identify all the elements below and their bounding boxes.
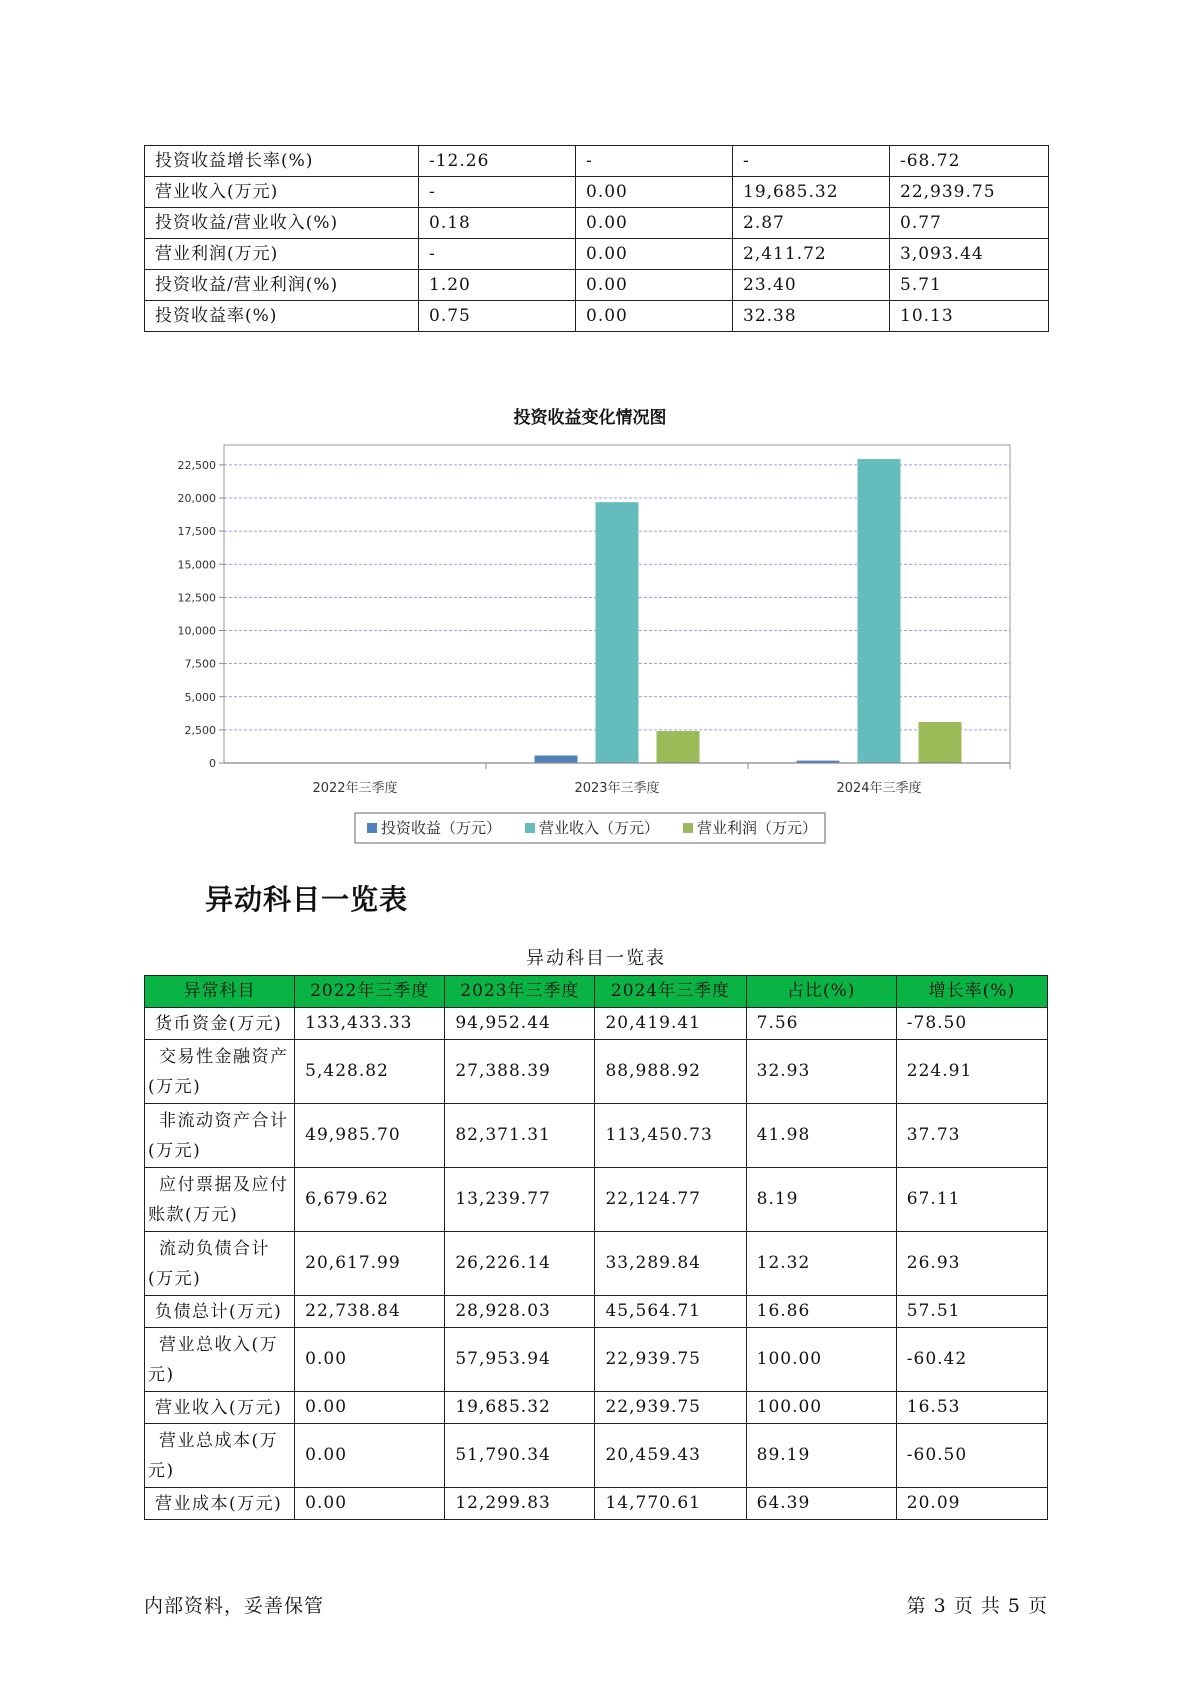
y-tick-label: 7,500	[184, 657, 216, 671]
row-label: 应付票据及应付账款(万元)	[145, 1168, 295, 1232]
table-cell: 12,299.83	[445, 1488, 595, 1520]
y-tick-label: 0	[209, 757, 216, 770]
table-cell: 89.19	[746, 1424, 896, 1488]
table-cell: 37.73	[896, 1104, 1047, 1168]
x-tick-label: 2024年三季度	[836, 781, 922, 796]
table-cell: 57,953.94	[445, 1328, 595, 1392]
table-cell: 22,939.75	[595, 1392, 746, 1424]
table-row	[145, 208, 1049, 239]
column-header: 增长率(%)	[896, 976, 1047, 1008]
row-label: 负债总计(万元)	[145, 1296, 295, 1328]
bar	[535, 756, 578, 763]
table-cell: 0.18	[419, 208, 576, 239]
table-cell: -	[419, 239, 576, 270]
bar	[657, 731, 700, 763]
table-cell: 32.93	[746, 1040, 896, 1104]
row-label: 投资收益增长率(%)	[145, 146, 419, 177]
investment-metrics-table	[144, 145, 1049, 332]
table-cell: 14,770.61	[595, 1488, 746, 1520]
table-cell: 20,617.99	[295, 1232, 445, 1296]
y-tick-label: 20,000	[177, 492, 216, 505]
table-cell: 32.38	[733, 301, 890, 332]
table-cell: 224.91	[896, 1040, 1047, 1104]
y-tick-label: 5,000	[184, 690, 216, 704]
table-cell: 0.00	[576, 270, 733, 301]
table-cell: 133,433.33	[295, 1008, 445, 1040]
row-label: 投资收益率(%)	[145, 301, 419, 332]
table-cell: 0.00	[295, 1328, 445, 1392]
table-cell: 100.00	[746, 1328, 896, 1392]
footer-confidential-note: 内部资料，妥善保管	[144, 1595, 325, 1617]
table-row	[145, 177, 1049, 208]
table-cell: 0.00	[295, 1488, 445, 1520]
table-row	[145, 1008, 1048, 1040]
table-cell: 67.11	[896, 1168, 1047, 1232]
table-cell: 19,685.32	[445, 1392, 595, 1424]
y-tick-label: 15,000	[177, 558, 216, 572]
legend-swatch	[683, 823, 693, 833]
table-cell: 12.32	[746, 1232, 896, 1296]
table-cell: 51,790.34	[445, 1424, 595, 1488]
row-label: 营业总成本(万元)	[145, 1424, 295, 1488]
row-label: 非流动资产合计(万元)	[145, 1104, 295, 1168]
table-cell: 22,939.75	[595, 1328, 746, 1392]
row-label: 营业收入(万元)	[145, 1392, 295, 1424]
table-cell: 0.00	[295, 1392, 445, 1424]
table-row	[145, 1104, 1048, 1168]
table-cell: 22,738.84	[295, 1296, 445, 1328]
table-cell: 45,564.71	[595, 1296, 746, 1328]
table-cell: 100.00	[746, 1392, 896, 1424]
chart-canvas	[150, 395, 1030, 850]
table-cell: 8.19	[746, 1168, 896, 1232]
table-cell: 5.71	[890, 270, 1049, 301]
table-cell: 22,939.75	[890, 177, 1049, 208]
table-cell: 33,289.84	[595, 1232, 746, 1296]
table-row	[145, 146, 1049, 177]
x-tick-label: 2022年三季度	[312, 781, 398, 796]
table-cell: 26,226.14	[445, 1232, 595, 1296]
table-cell: 0.00	[576, 301, 733, 332]
section-heading: 异动科目一览表	[205, 883, 409, 916]
y-tick-label: 22,500	[177, 458, 216, 472]
row-label: 营业总收入(万元)	[145, 1328, 295, 1392]
legend-label: 营业收入（万元）	[539, 819, 660, 837]
investment-income-chart	[150, 395, 1030, 850]
y-tick-label: 10,000	[177, 624, 216, 638]
row-label: 货币资金(万元)	[145, 1008, 295, 1040]
table-cell: 16.86	[746, 1296, 896, 1328]
legend-swatch	[367, 823, 377, 833]
table-cell: 0.00	[576, 239, 733, 270]
x-tick-label: 2023年三季度	[574, 781, 660, 796]
bar	[858, 459, 901, 763]
table-row	[145, 1296, 1048, 1328]
table-cell: -68.72	[890, 146, 1049, 177]
table-cell: 28,928.03	[445, 1296, 595, 1328]
row-label: 投资收益/营业利润(%)	[145, 270, 419, 301]
table-row	[145, 1232, 1048, 1296]
row-label: 流动负债合计(万元)	[145, 1232, 295, 1296]
table-cell: 0.77	[890, 208, 1049, 239]
table-cell: 20,459.43	[595, 1424, 746, 1488]
row-label: 营业成本(万元)	[145, 1488, 295, 1520]
table-cell: 82,371.31	[445, 1104, 595, 1168]
table-cell: 16.53	[896, 1392, 1047, 1424]
table-cell: 13,239.77	[445, 1168, 595, 1232]
table-cell: 6,679.62	[295, 1168, 445, 1232]
column-header: 2024年三季度	[595, 976, 746, 1008]
footer-page-number: 第 3 页 共 5 页	[906, 1595, 1048, 1617]
table-cell: -60.50	[896, 1424, 1047, 1488]
table-cell: 23.40	[733, 270, 890, 301]
table-cell: 88,988.92	[595, 1040, 746, 1104]
table-cell: 94,952.44	[445, 1008, 595, 1040]
table-cell: -12.26	[419, 146, 576, 177]
table-cell: 1.20	[419, 270, 576, 301]
table-cell: 64.39	[746, 1488, 896, 1520]
row-label: 投资收益/营业收入(%)	[145, 208, 419, 239]
y-tick-label: 2,500	[184, 723, 216, 737]
table-cell: 26.93	[896, 1232, 1047, 1296]
table-row	[145, 1168, 1048, 1232]
table-cell: 0.75	[419, 301, 576, 332]
table-cell: 0.00	[295, 1424, 445, 1488]
table-cell: 2,411.72	[733, 239, 890, 270]
table-cell: 2.87	[733, 208, 890, 239]
table-cell: 0.00	[576, 177, 733, 208]
legend-swatch	[525, 823, 535, 833]
legend-label: 投资收益（万元）	[381, 819, 502, 837]
y-tick-label: 12,500	[177, 591, 216, 605]
table-cell: 19,685.32	[733, 177, 890, 208]
table-cell: 27,388.39	[445, 1040, 595, 1104]
table-row	[145, 1392, 1048, 1424]
bar	[919, 722, 962, 763]
table-cell: 113,450.73	[595, 1104, 746, 1168]
bar	[596, 502, 639, 763]
table-cell: -	[419, 177, 576, 208]
table-row	[145, 1328, 1048, 1392]
table-cell: 20.09	[896, 1488, 1047, 1520]
table-cell: 0.00	[576, 208, 733, 239]
row-label: 交易性金融资产(万元)	[145, 1040, 295, 1104]
y-tick-label: 17,500	[177, 525, 216, 539]
table-cell: 49,985.70	[295, 1104, 445, 1168]
table-cell: 22,124.77	[595, 1168, 746, 1232]
table-cell: -	[576, 146, 733, 177]
table-cell: 3,093.44	[890, 239, 1049, 270]
table-row	[145, 1040, 1048, 1104]
column-header: 2023年三季度	[445, 976, 595, 1008]
table-row	[145, 1488, 1048, 1520]
row-label: 营业利润(万元)	[145, 239, 419, 270]
legend-label: 营业利润（万元）	[697, 819, 818, 837]
table-cell: -60.42	[896, 1328, 1047, 1392]
table-row	[145, 239, 1049, 270]
table-row	[145, 301, 1049, 332]
table-cell: -78.50	[896, 1008, 1047, 1040]
row-label: 营业收入(万元)	[145, 177, 419, 208]
table-cell: -	[733, 146, 890, 177]
table-cell: 10.13	[890, 301, 1049, 332]
table-cell: 5,428.82	[295, 1040, 445, 1104]
abnormal-items-table	[144, 975, 1048, 1520]
table-cell: 20,419.41	[595, 1008, 746, 1040]
column-header: 2022年三季度	[295, 976, 445, 1008]
column-header: 异常科目	[145, 976, 295, 1008]
table-cell: 57.51	[896, 1296, 1047, 1328]
table-cell: 7.56	[746, 1008, 896, 1040]
table-caption: 异动科目一览表	[526, 948, 666, 969]
table-header-row	[145, 976, 1048, 1008]
table-row	[145, 270, 1049, 301]
column-header: 占比(%)	[746, 976, 896, 1008]
chart-title: 投资收益变化情况图	[513, 408, 667, 428]
table-cell: 41.98	[746, 1104, 896, 1168]
table-row	[145, 1424, 1048, 1488]
